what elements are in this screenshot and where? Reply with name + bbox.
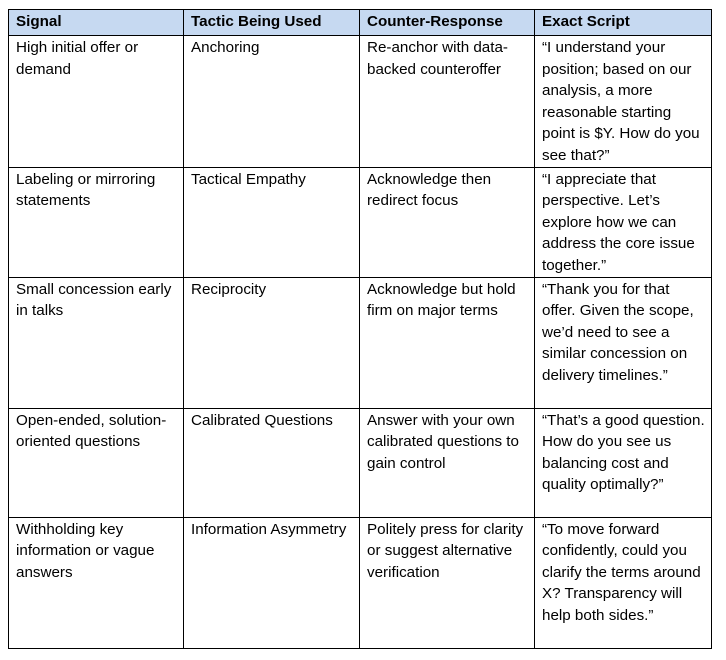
table-row — [9, 408, 712, 517]
cell-counter-response: Re-anchor with data-backed counteroffer — [360, 36, 535, 168]
header-signal: Signal — [9, 10, 184, 36]
cell-exact-script: “That’s a good question. How do you see us balancing cost and quality optimally?” — [535, 408, 712, 517]
header-row — [9, 10, 712, 36]
cell-counter-response: Acknowledge but hold firm on major terms — [360, 277, 535, 408]
cell-tactic: Calibrated Questions — [184, 408, 360, 517]
table-row — [9, 36, 712, 168]
table-header — [9, 10, 712, 36]
table-row — [9, 277, 712, 408]
cell-exact-script: “I appreciate that perspective. Let’s explore how we can address the core issue together.” — [535, 167, 712, 277]
cell-counter-response: Acknowledge then redirect focus — [360, 167, 535, 277]
cell-signal: High initial offer or demand — [9, 36, 184, 168]
cell-counter-response: Answer with your own calibrated questions to gain control — [360, 408, 535, 517]
table-row — [9, 167, 712, 277]
cell-signal: Small concession early in talks — [9, 277, 184, 408]
header-tactic: Tactic Being Used — [184, 10, 360, 36]
cell-exact-script: “Thank you for that offer. Given the scope, we’d need to see a similar concession on delivery timelines.” — [535, 277, 712, 408]
table-body — [9, 36, 712, 649]
negotiation-tactics-table-container — [8, 9, 712, 649]
cell-exact-script: “I understand your position; based on our analysis, a more reasonable starting point is $Y. How do you see that?” — [535, 36, 712, 168]
cell-tactic: Reciprocity — [184, 277, 360, 408]
header-counter-response: Counter-Response — [360, 10, 535, 36]
cell-exact-script: “To move forward confidently, could you clarify the terms around X? Transparency will help both sides.” — [535, 517, 712, 648]
cell-tactic: Anchoring — [184, 36, 360, 168]
header-exact-script: Exact Script — [535, 10, 712, 36]
cell-signal: Withholding key information or vague answers — [9, 517, 184, 648]
table-row — [9, 517, 712, 648]
cell-tactic: Tactical Empathy — [184, 167, 360, 277]
cell-signal: Labeling or mirroring statements — [9, 167, 184, 277]
cell-counter-response: Politely press for clarity or suggest alternative verification — [360, 517, 535, 648]
cell-tactic: Information Asymmetry — [184, 517, 360, 648]
negotiation-tactics-table — [8, 9, 712, 649]
cell-signal: Open-ended, solution-oriented questions — [9, 408, 184, 517]
